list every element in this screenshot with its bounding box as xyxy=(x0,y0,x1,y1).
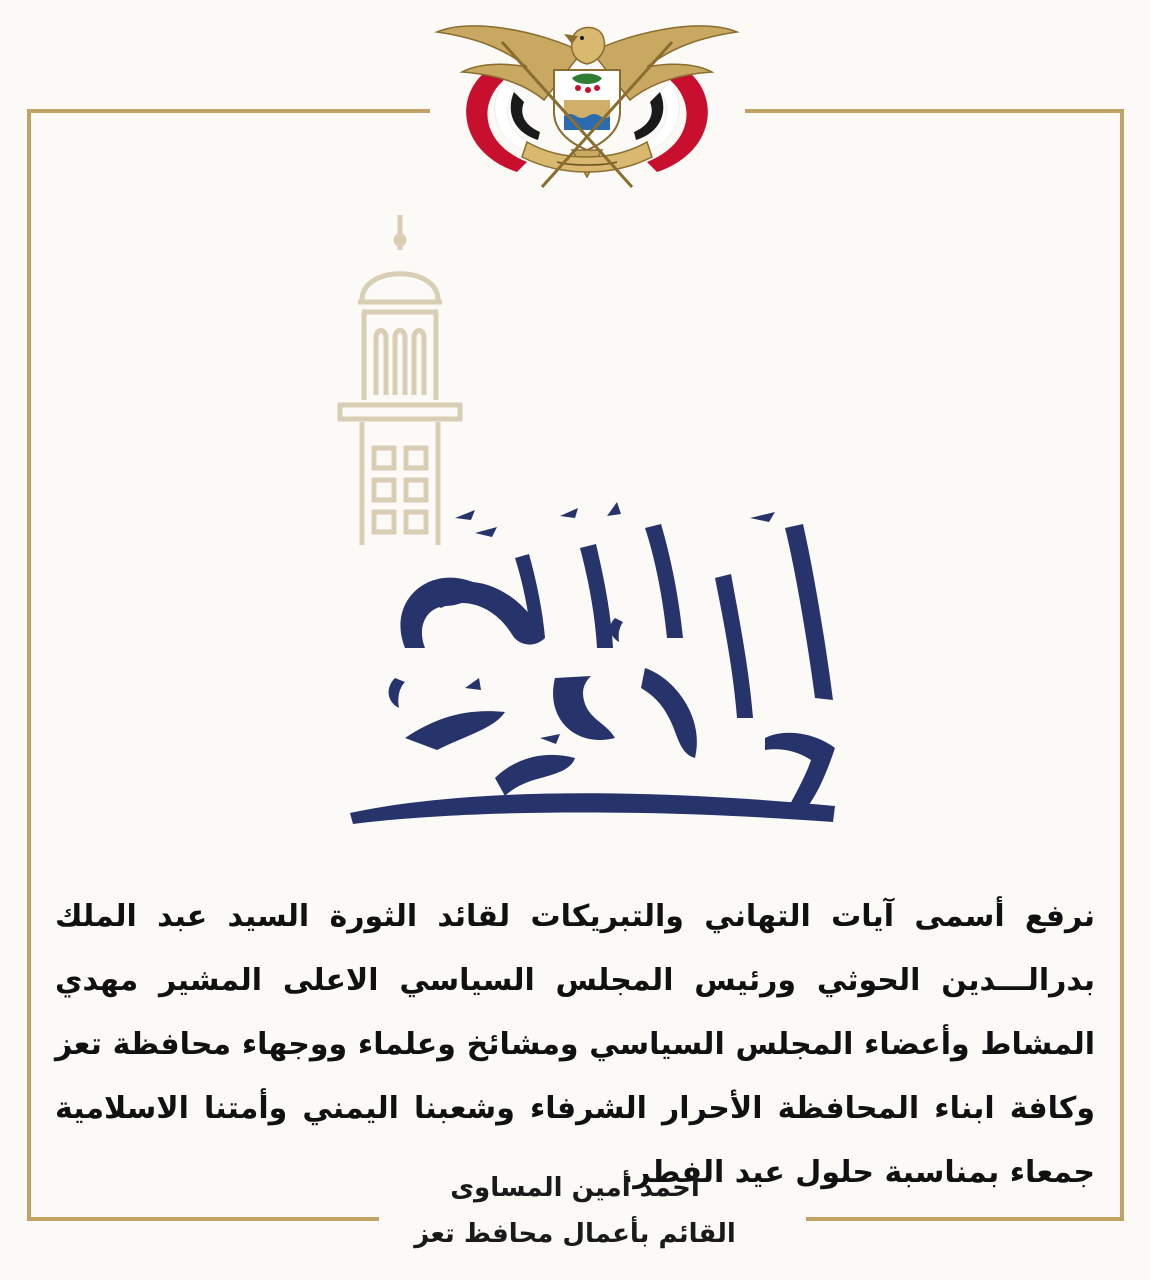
signature-name: أحمد أمين المساوى xyxy=(450,1173,700,1203)
calligraphy-icon xyxy=(345,488,850,828)
greeting-message: نرفع أسمى آيات التهاني والتبريكات لقائد الثورة السيد عبد الملك بدرالـــدين الحوثي ورئيس المجلس السياسي الاعلى المشير مهدي المشاط وأعضاء المجلس السياسي ومشائخ وعلماء ووجهاء محافظة تعز وكافة ابناء المحافظة الأحرار الشرفاء وشعبنا اليمني وأمتنا الاسلامية جمعاء بمناسبة حلول عيد الفطر. xyxy=(55,899,1095,1190)
frame-bottom-right-line xyxy=(806,1217,1124,1221)
frame-top-right-line xyxy=(745,109,1124,113)
frame-left-line xyxy=(27,109,31,1221)
frame-bottom-left-line xyxy=(27,1217,379,1221)
signature-block xyxy=(330,1168,820,1260)
frame-right-line xyxy=(1120,109,1124,1221)
signature-title: القائم بأعمال محافظ تعز xyxy=(414,1219,736,1249)
yemen-emblem-icon xyxy=(432,12,742,194)
frame-top-left-line xyxy=(27,109,430,113)
